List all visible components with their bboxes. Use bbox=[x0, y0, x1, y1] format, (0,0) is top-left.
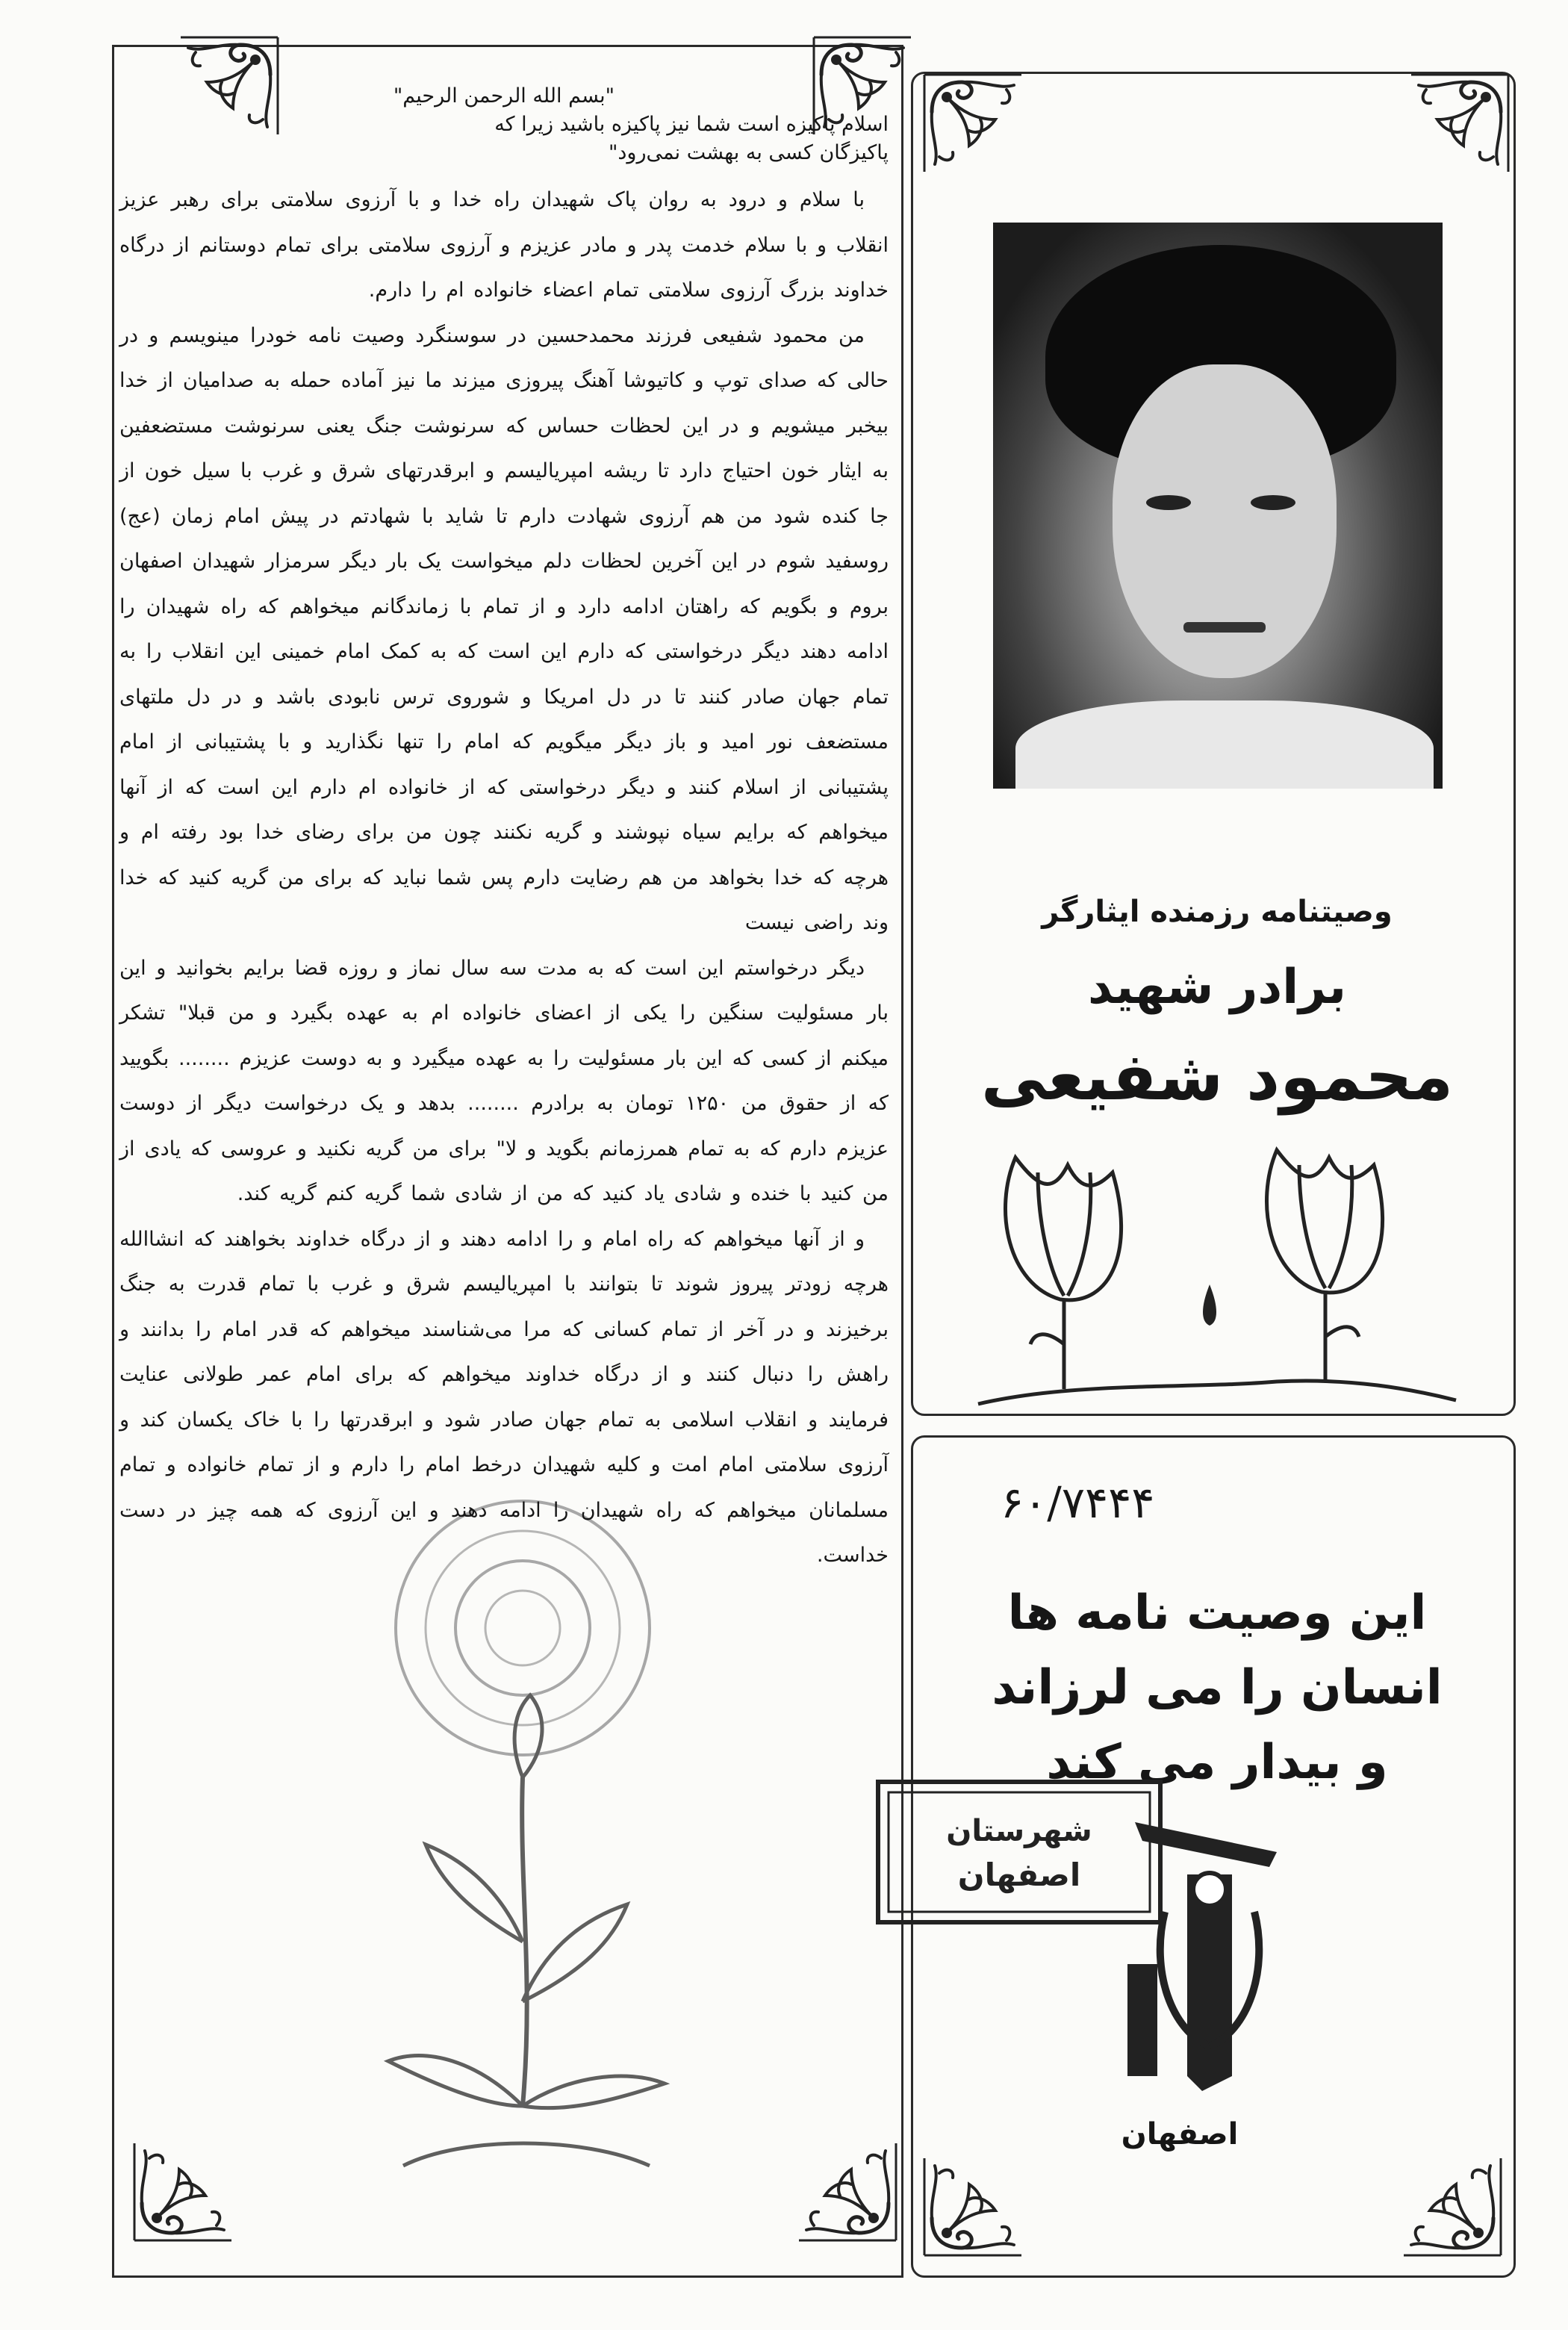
will-text-column bbox=[119, 82, 889, 2233]
martyr-name: محمود شفیعی bbox=[980, 1038, 1454, 1115]
irgc-emblem-icon bbox=[1120, 1792, 1292, 2106]
basmala: "بسم الله الرحمن الرحیم" bbox=[393, 84, 615, 108]
slogan-line-2: انسان را می لرزاند bbox=[992, 1660, 1443, 1715]
tulip-icon bbox=[963, 1120, 1471, 1419]
hadith-line-2: پاکیزگان کسی به بهشت نمی‌رود" bbox=[608, 141, 889, 164]
slogan bbox=[918, 1576, 1516, 1800]
title-brother-martyr: برادر شهید bbox=[1087, 960, 1347, 1015]
slogan-line-1: این وصیت نامه ها bbox=[1007, 1585, 1427, 1641]
hadith-line-1: اسلام پاکیزه است شما نیز پاکیزه باشید زیرا که bbox=[494, 113, 889, 136]
will-paragraph: و از آنها میخواهم که راه امام و را ادامه دهند و از درگاه خداوند بخواهند که انشاالله هرچه زودتر پیروز شوند تا بتوانند با امپریالیسم شرق و غرب با تمام قدرت به جنگ برخیزند و در آخر از تمام کسانی که مرا می‌شناسند میخواهم که قدر امام را بدانند و راهش را دنبال کنند و از درگاه خداوند میخواهم که برای امام عمر طولانی عنایت فرمایند و انقلاب اسلامی به تمام جهان صادر شود و ابرقدرتها را با خاک یکسان کند و آرزوی سلامتی امام امت و کلیه شهیدان درخط امام را دارم و از تمام خانواده و تمام مسلمانان میخواهم که راه شهیدان را ادامه دهند و این آرزوی که همه چیز در دست خداست. bbox=[119, 1227, 889, 1567]
will-paragraph: من محمود شفیعی فرزند محمدحسین در سوسنگرد وصیت نامه خودرا مینویسم و در حالی که صدای توپ و کاتیوشا آهنگ پیروزی میزند ما نیز آماده حمله به صدامیان از خدا بیخبر میشویم و در این لحظات حساس که سرنوشت جنگ یعنی سرنوشت مستضعفین به ایثار خون احتیاج دارد تا ریشه امپریالیسم و ابرقدرتهای شرق و غرب با سیل خون از جا کنده شود من هم آرزوی شهادت دارم تا شاید با شهادتم در پیش امام زمان (عج) روسفید شوم در این آخرین لحظات دلم میخواست یک بار دیگر سرمزار شهیدان اصفهان بروم و بگویم که راهتان ادامه دارد و از تمام با زماندگانم میخواهم که راه شهیدان را ادامه دهند دیگر درخواستی که دارم این است که به کمک امام خمینی این انقلاب را به تمام جهان صادر کنند تا در دل امریکا و شوروی ترس نابودی باشد و در دل ملتهای مستضعف نور امید و باز دیگر میگویم که امام را تنها نگذارید و با پشتیبانی از امام پشتیبانی از اسلام کنند و دیگر درخواستی که از خانواده ام دارم این است که از آنها میخواهم که برایم سیاه نپوشند و گریه نکنند چون من برای رضای خدا بود رفته ام و هرچه که خدا بخواهد من هم رضایت دارم پس شما نباید که برای من گریه کنید که خدا وند راضی نیست bbox=[119, 323, 889, 934]
stamp-text-line-1: شهرستان bbox=[946, 1814, 1092, 1848]
corner-ornament-icon bbox=[917, 2151, 1029, 2263]
martyr-portrait-photo bbox=[993, 223, 1443, 789]
corner-ornament-icon bbox=[1396, 2151, 1508, 2263]
corner-ornament-icon bbox=[917, 67, 1029, 179]
will-paragraph: دیگر درخواستم این است که به مدت سه سال نماز و روزه قضا برایم بخوانید و این بار مسئولیت سنگین را یکی از اعضای خانواده ام به عهده بگیرد و من قبلا" تشکر میکنم از کسی که این بار مسئولیت را به عهده میگیرد و به دوست عزیزم ........ بگویید که از حقوق من ۱۲۵۰ تومان به برادرم ........ بدهد و یک درخواست دیگر از دوست عزیزم دارم که به تمام همرزمانم بگوید و لا" برای من گریه نکنید و عروسی که یادی از من کنید با خنده و شادی یاد کنید که من از شادی شما گریه کنم گریه کند. bbox=[119, 956, 889, 1205]
city-name: اصفهان bbox=[1121, 2117, 1239, 2152]
stamp-text-line-2: اصفهان bbox=[957, 1857, 1081, 1893]
will-paragraph: با سلام و درود به روان پاک شهیدان راه خدا و با آرزوی سلامتی برای رهبر عزیز انقلاب و با سلام خدمت پدر و مادر عزیزم و آرزوی سلامتی برای تمام دوستانم از درگاه خداوند بزرگ آرزوی سلامتی تمام اعضاء خانواده ام را دارم. bbox=[119, 188, 889, 302]
will-subtitle: وصیتنامه رزمنده ایثارگر bbox=[1042, 895, 1393, 929]
handwritten-number: ۶۰/۷۴۴۴ bbox=[1001, 1477, 1155, 1528]
slogan-line-3: و بیدار می کند bbox=[1046, 1735, 1388, 1790]
corner-ornament-icon bbox=[1404, 67, 1516, 179]
will-paragraphs bbox=[119, 178, 889, 1579]
